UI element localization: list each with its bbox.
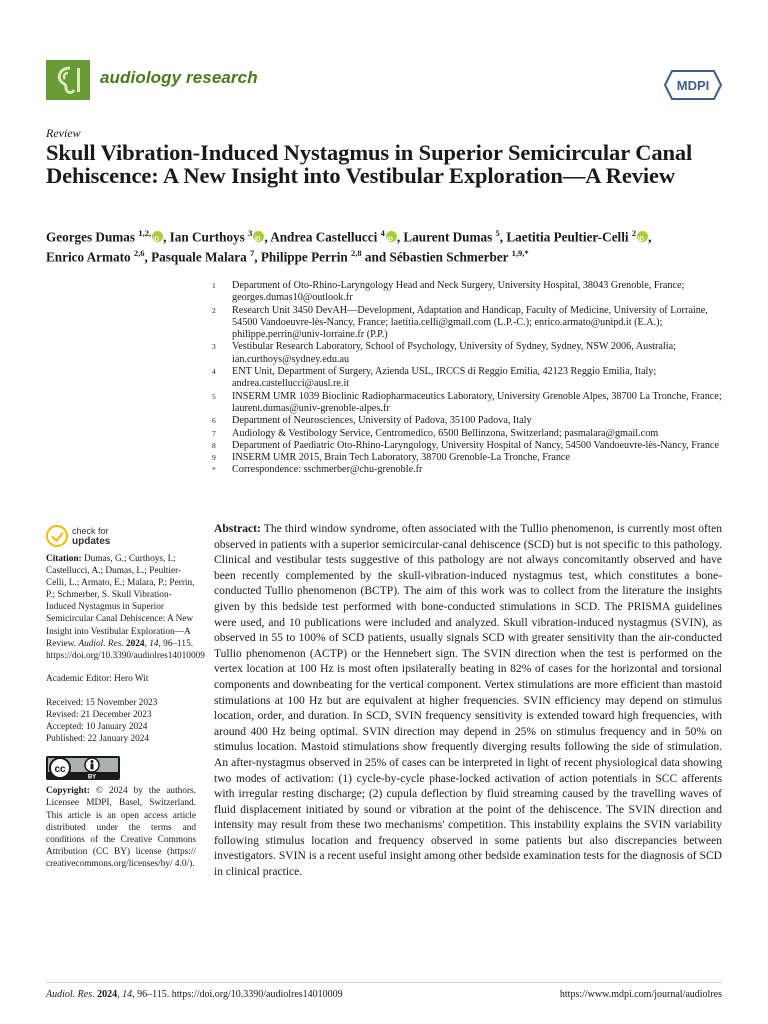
affiliation-item (212, 440, 732, 452)
author-separator: , (396, 229, 404, 245)
affiliation-item (212, 415, 732, 427)
journal-logo-icon (46, 60, 90, 100)
affiliation-text: Correspondence: sschmerber@chu-grenoble.fr (232, 464, 423, 476)
affiliation-text: Vestibular Research Laboratory, School of Psychology, University of Sydney, Sydney, NSW 2006, Australia; ian.curthoys@sydney.edu.au (232, 341, 676, 365)
footer-volume: 14 (122, 989, 133, 1000)
orcid-icon[interactable] (386, 231, 397, 242)
orcid-icon[interactable] (253, 231, 264, 242)
date-received: Received: 15 November 2023 (46, 697, 158, 708)
affiliation-number: 4 (212, 367, 216, 377)
footer-divider (46, 982, 722, 983)
author-affiliation-sup: 2 (631, 228, 637, 238)
mdpi-logo (664, 70, 722, 100)
author-name: Philippe Perrin (260, 249, 351, 265)
check-for-updates-button[interactable] (46, 523, 136, 549)
check-updates-line2: updates (72, 536, 111, 547)
date-published: Published: 22 January 2024 (46, 734, 150, 745)
date-accepted: Accepted: 10 January 2024 (46, 722, 148, 733)
citation-text: Dumas, G.; Curthoys, I.; Castellucci, A.; Dumas, L.; Peultier-Celli, L.; Armato, E.; Malara, P.; Perrin, P.; Schmerber, S. Skull Vibration-Induced Nystagmus in Superior Semicircular Canal Dehiscence: A New Insight into Vestibular Exploration—A Review. (46, 554, 195, 649)
orcid-icon[interactable] (152, 231, 163, 242)
author-name: Laetitia Peultier-Celli (506, 229, 632, 245)
abstract-text: The third window syndrome, often associated with the Tullio phenomenon, is currently most often observed in patients with a superior semicircular-canal dehiscence (SCD) but is not specific to this pathology. Clinical and vestibular tests suggestive of this pathology are not always concomitantly observed and have been recently complemented by the skull-vibration-induced nystagmus test, which constitutes a bone-conducted Tullio phenomenon (BCTP). The aim of this work was to collect from the literature the insights given by this bedside test performed with bone-conducted stimulations in SCD. The PRISMA guidelines were used, and 10 publications were included and analyzed. Skull vibration-induced nystagmus (SVIN), as observed in 55 to 100% of SCD patients, usually signals SCD with greater sensitivity than the air-conducted Tullio phenomenon (ACTP) or the Hennebert sign. The SVIN direction when the test is performed on the vertex location at 100 Hz is most often ipsilaterally beating in 82% of cases for the horizontal and torsional components and downbeating for the vertical component. Vertex stimulations are more efficient than mastoid stimulations at 100 Hz but are equivalent at higher frequencies. SVIN efficiency may depend on stimulus location, order, and duration. In SCD, SVIN frequency sensitivity is extended toward high frequencies, with around 400 Hz being optimal. SVIN direction may depend in 25% on stimulus frequency and in 50% on stimulus location. Mastoid stimulations show frequently diverging results following the side of stimulation. An after-nystagmus observed in 25% of cases can be interpreted in light of recent physiological data showing two modes of activation: (1) cycle-by-cycle phase-locked activation of action potentials in SCC afferents with irregular resting discharge; (2) cupula deflection by fluid streaming caused by the travelling waves of fluid displacement initiated by sound or vibration at the point of the dehiscence. The SVIN direction and intensity may result from these two mechanisms' competition. This instability explains the SVIN variability following stimulus location and frequency observed in some patients but also discrepancies between investigators. SVIN is a recent useful insight among other bedside examination tests for the diagnosis of SCD in clinical practice. (214, 523, 722, 879)
author-separator: , (144, 249, 152, 265)
affiliation-item (212, 428, 732, 440)
author-name: Sébastien Schmerber (389, 249, 512, 265)
affiliation-number: 3 (212, 342, 216, 352)
citation-volume: , 14, (144, 638, 161, 649)
affiliation-number: 5 (212, 391, 216, 401)
affiliation-number: 9 (212, 453, 216, 463)
citation-pages[interactable]: 96–115. https://doi.org/10.3390/audiolres14010009 (46, 638, 205, 661)
author-name: Ian Curthoys (169, 229, 249, 245)
affiliation-number: 7 (212, 428, 216, 438)
affiliation-item (212, 464, 732, 476)
affiliation-number: 2 (212, 305, 216, 315)
affiliation-text: Audiology & Vestibology Service, Centromedico, 6500 Bellinzona, Switzerland; pasmalara@gmail.com (232, 427, 659, 439)
affiliation-number: 8 (212, 440, 216, 450)
copyright-text: © 2024 by the authors. Licensee MDPI, Basel, Switzerland. This article is an open access article distributed under the terms and conditions of the Creative Commons Attribution (CC BY) license (https:// creativecommons.org/licenses/by/ 4.0/). (46, 786, 196, 869)
svg-text:cc: cc (54, 764, 66, 776)
citation (46, 553, 205, 662)
article-title: Skull Vibration-Induced Nystagmus in Superior Semicircular Canal Dehiscence: A New Insight into Vestibular Exploration—A Review (46, 140, 693, 188)
author-affiliation-sup: 1,2, (138, 228, 152, 238)
abstract-label: Abstract: (214, 523, 261, 535)
footer-year: 2024 (97, 989, 118, 1000)
journal-name: audiology research (100, 68, 258, 87)
article-type: Review (46, 126, 81, 140)
author-name: Pasquale Malara (151, 249, 251, 265)
footer-doi[interactable]: , 96–115. https://doi.org/10.3390/audiolres14010009 (132, 989, 343, 1000)
affiliation-number: * (212, 465, 216, 475)
cc-by-license-icon[interactable] (46, 756, 120, 780)
affiliation-text: INSERM UMR 2015, Brain Tech Laboratory, 38700 Grenoble-La Tronche, France (232, 452, 570, 464)
abstract (214, 522, 722, 881)
date-revised: Revised: 21 December 2023 (46, 710, 152, 721)
affiliation-item (212, 391, 732, 416)
citation-label: Citation: (46, 554, 82, 564)
author-affiliation-sup: 2,6 (133, 248, 145, 259)
academic-editor: Academic Editor: Hero Wit (46, 673, 149, 684)
check-updates-line1: check for (72, 526, 109, 536)
author-list (46, 225, 736, 266)
affiliation-item (212, 452, 732, 464)
author-separator: , (648, 229, 652, 245)
author-affiliation-sup: 3 (248, 228, 253, 238)
author-name: Andrea Castellucci (270, 229, 381, 245)
check-icon (46, 525, 68, 547)
author-separator: and (361, 249, 390, 265)
author-affiliation-sup: 5 (495, 228, 500, 238)
author-separator: , (264, 229, 271, 245)
sidebar (46, 553, 205, 870)
citation-journal: Audiol. Res. (78, 638, 124, 649)
footer-citation: Audiol. Res. 2024, 14, 96–115. https://doi.org/10.3390/audiolres14010009 (46, 989, 343, 1000)
citation-year: 2024 (123, 638, 145, 649)
affiliation-text: Research Unit 3450 DevAH—Development, Adaptation and Handicap, Faculty of Medicine, University of Lorraine, 54500 Vandoeuvre-lès-Nancy, France; laetitia.celli@gmail.com (L.P.-C.); enrico.armato@unipd.it (E.A.); philippe.perrin@univ-lorraine.fr (P.P.) (232, 304, 708, 341)
copyright (46, 785, 196, 870)
affiliation-text: Department of Neurosciences, University of Padova, 35100 Padova, Italy (232, 415, 532, 427)
affiliation-text: Department of Oto-Rhino-Laryngology Head and Neck Surgery, University Hospital, 38043 Grenoble, France; georges.dumas10@outlook.fr (232, 280, 685, 304)
author-name: Enrico Armato (46, 249, 134, 265)
footer-journal-url[interactable]: https://www.mdpi.com/journal/audiolres (559, 989, 722, 1000)
cc-badge-label: BY (87, 774, 97, 781)
author-affiliation-sup: 7 (250, 248, 255, 259)
mdpi-logo-text: MDPI (676, 78, 710, 93)
affiliation-item (212, 366, 732, 391)
affiliations (212, 280, 732, 477)
affiliation-item (212, 341, 732, 366)
author-name: Laurent Dumas (403, 229, 496, 245)
affiliation-text: Department of Paediatric Oto-Rhino-Laryngology, University Hospital of Nancy, 54500 Vandoeuvre-lès-Nancy, France (232, 439, 719, 451)
author-affiliation-sup: 1,9,* (511, 248, 529, 259)
affiliation-number: 1 (212, 281, 216, 290)
affiliation-text: INSERM UMR 1039 Bioclinic Radiopharmaceutics Laboratory, University Grenoble Alpes, 38700 La Tronche, France; laurent.dumas@univ-grenoble-alpes.fr (232, 390, 722, 414)
affiliation-text: ENT Unit, Department of Surgery, Azienda USL, IRCCS di Reggio Emilia, 42123 Reggio Emilia, Italy; andrea.castellucci@ausl.re.it (232, 366, 657, 390)
affiliation-item (212, 280, 732, 305)
author-separator: , (163, 229, 170, 245)
copyright-label: Copyright: (46, 786, 90, 797)
affiliation-item (212, 305, 732, 342)
author-affiliation-sup: 4 (380, 228, 385, 238)
footer-journal: Audiol. Res. (46, 989, 95, 1000)
affiliation-number: 6 (212, 416, 216, 426)
author-separator: , (499, 229, 507, 245)
orcid-icon[interactable] (637, 231, 648, 242)
author-affiliation-sup: 2,8 (351, 248, 362, 259)
author-name: Georges Dumas (46, 229, 139, 245)
author-separator: , (254, 249, 261, 265)
